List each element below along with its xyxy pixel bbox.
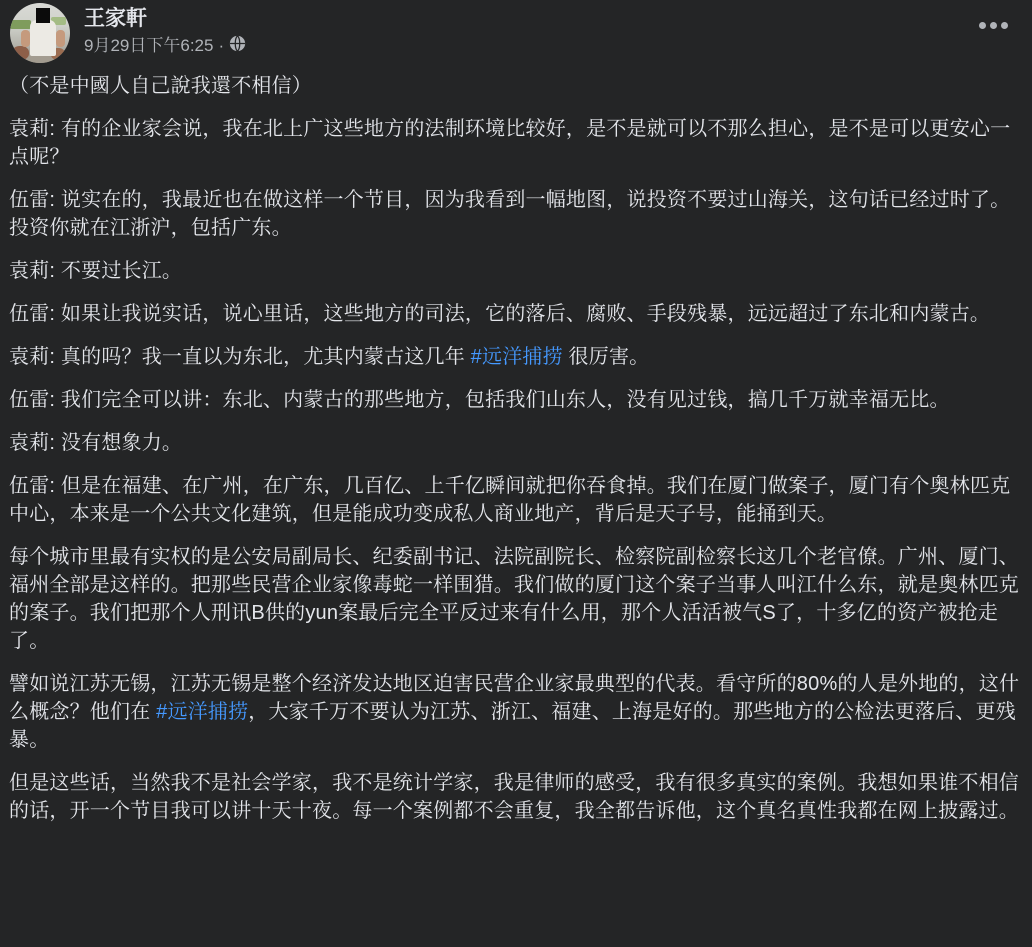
text-segment: 伍雷: 我们完全可以讲：东北、内蒙古的那些地方，包括我们山东人，没有见过钱，搞几千万就幸福无比。 (9, 389, 950, 411)
text-segment: 每个城市里最有实权的是公安局副局长、纪委副书记、法院副院长、检察院副检察长这几个老官僚。广州、厦门、福州全部是这样的。把那些民营企业家像毒蛇一样围猎。我们做的厦门这个案子当事人叫江什么东，就是奥林匹克的案子。我们把那个人刑讯B供的yun案最后完全平反过来有什么用，那个人活活被气S了，十多亿的资产被抢走了。 (9, 546, 1019, 652)
avatar-photo-detail (21, 30, 30, 47)
avatar-photo-detail (12, 46, 29, 60)
post-header (0, 0, 1032, 72)
post-subheader (84, 34, 246, 57)
more-options-button[interactable] (975, 18, 1012, 33)
more-options-dot (990, 22, 997, 29)
more-options-dot (979, 22, 986, 29)
avatar-photo-detail (10, 20, 31, 29)
text-segment: 袁莉: 真的吗？我一直以为东北，尤其内蒙古这几年 (9, 346, 471, 368)
post-paragraph (9, 186, 1022, 242)
post-paragraph (9, 257, 1022, 285)
avatar-photo-detail (56, 30, 65, 47)
text-segment: 但是这些话，当然我不是社会学家，我不是统计学家，我是律师的感受，我有很多真实的案例。我想如果谁不相信的话，开一个节目我可以讲十天十夜。每一个案例都不会重复，我全都告诉他，这个真名真性我都在网上披露过。 (9, 772, 1019, 822)
text-segment: 很厉害。 (562, 346, 650, 368)
text-segment: 伍雷: 如果让我说实话，说心里话，这些地方的司法，它的落后、腐败、手段残暴，远远超过了东北和内蒙古。 (9, 303, 991, 325)
post-paragraph (9, 670, 1022, 754)
text-segment: 袁莉: 有的企业家会说，我在北上广这些地方的法制环境比较好，是不是就可以不那么担心，是不是可以更安心一点呢？ (9, 118, 1011, 168)
post-paragraph (9, 300, 1022, 328)
post-paragraph (9, 115, 1022, 171)
more-options-dot (1001, 22, 1008, 29)
text-segment: 伍雷: 但是在福建、在广州，在广东，几百亿、上千亿瞬间就把你吞食掉。我们在厦门做案子，厦门有个奥林匹克中心，本来是一个公共文化建筑，但是能成功变成私人商业地产，背后是天子号，能捅到天。 (9, 475, 1011, 525)
hashtag-link[interactable]: #远洋捕捞 (156, 701, 249, 723)
post-content (0, 72, 1032, 825)
post-paragraph (9, 543, 1022, 655)
post-paragraph (9, 472, 1022, 528)
text-segment: 袁莉: 没有想象力。 (9, 432, 183, 454)
author-name[interactable]: 王家軒 (84, 7, 147, 30)
post-paragraph (9, 343, 1022, 371)
text-segment: 譬如说江苏无锡，江苏无锡是整个经济发达地区迫害民营企业家最典型的代表。看守所的80%的人是外地的，这什么概念？他们在 (9, 673, 1020, 723)
text-segment: ，大家千万不要认为江苏、浙江、福建、上海是好的。那些地方的公检法更落后、更残暴。 (9, 701, 1016, 751)
avatar[interactable] (10, 3, 70, 63)
text-segment: 袁莉: 不要过长江。 (9, 260, 183, 282)
post-paragraph (9, 386, 1022, 414)
post-paragraph (9, 769, 1022, 825)
text-segment: 伍雷: 说实在的，我最近也在做这样一个节目，因为我看到一幅地图，说投资不要过山海关，这句话已经过时了。投资你就在江浙沪，包括广东。 (9, 189, 1011, 239)
post-paragraph (9, 429, 1022, 457)
globe-icon (229, 35, 246, 57)
timestamp[interactable]: 9月29日下午6:25 (84, 36, 214, 55)
avatar-photo-detail (30, 20, 56, 56)
header-meta (84, 6, 246, 57)
avatar-photo-detail (36, 8, 50, 23)
hashtag-link[interactable]: #远洋捕捞 (470, 346, 563, 368)
post-paragraph (9, 72, 1022, 100)
dot-separator: · (218, 36, 225, 55)
text-segment: （不是中國人自己說我還不相信） (9, 75, 312, 97)
